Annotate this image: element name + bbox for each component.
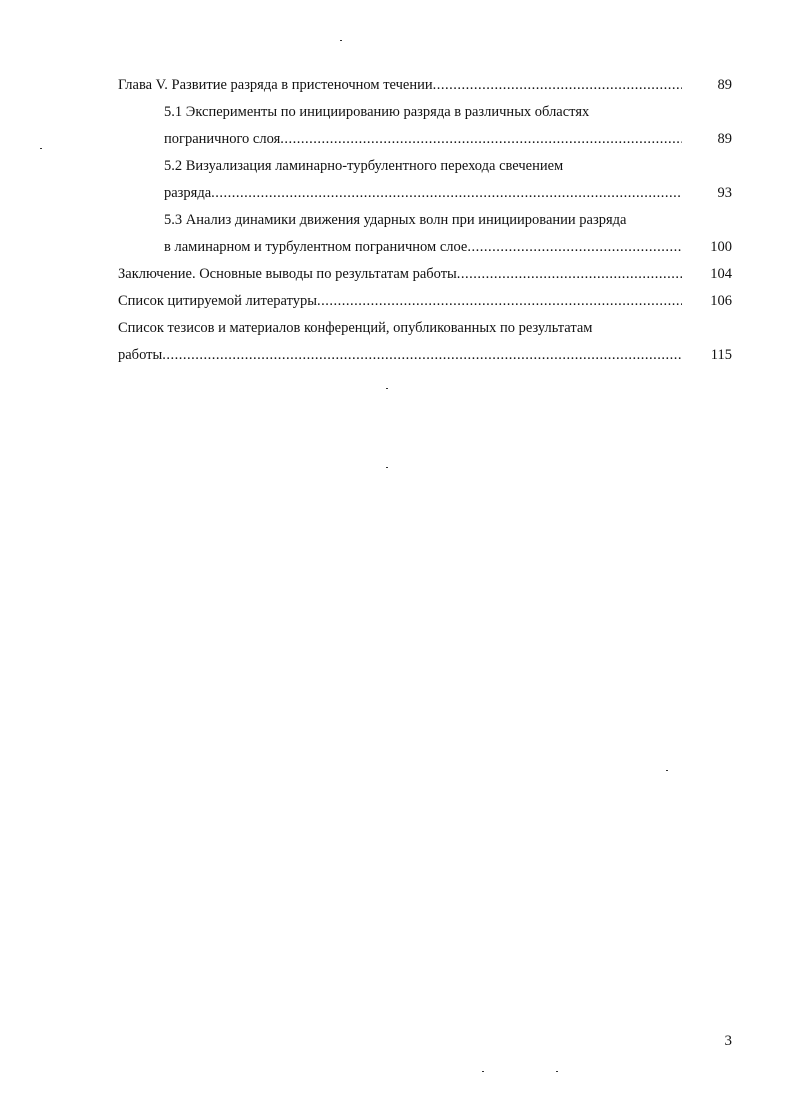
toc-entry-text: 5.1 Эксперименты по инициированию разряда в различных областях [164, 104, 590, 120]
dot-leader [280, 126, 682, 153]
toc-line [118, 315, 732, 342]
dot-leader [467, 234, 682, 261]
scan-speck [666, 770, 668, 771]
toc-entry-text: разряда [164, 185, 212, 201]
scan-speck [482, 1071, 484, 1072]
dot-leader [162, 342, 682, 369]
toc-page-number: 104 [710, 266, 732, 282]
toc-entry-text: Глава V. Развитие разряда в пристеночном течении [118, 77, 433, 93]
toc-line [118, 288, 732, 315]
toc-entry-text: Список цитируемой литературы [118, 293, 317, 309]
toc-page-number: 89 [717, 77, 732, 93]
toc-entry-conclusion [118, 261, 732, 288]
toc-line [118, 180, 732, 207]
toc-line [118, 261, 732, 288]
toc-line [118, 342, 732, 369]
toc-line [118, 99, 732, 126]
toc-entry-5-3 [118, 207, 732, 261]
toc-entry-text: 5.3 Анализ динамики движения ударных волн при инициировании разряда [164, 212, 627, 228]
page-number: 3 [724, 1033, 732, 1049]
scan-speck [340, 40, 342, 41]
toc-line [118, 72, 732, 99]
toc-page-number: 106 [710, 293, 732, 309]
toc-page-number: 115 [710, 347, 732, 363]
toc-entry-5-1 [118, 99, 732, 153]
toc-entry-text: Список тезисов и материалов конференций, опубликованных по результатам [118, 320, 593, 336]
toc-line [118, 153, 732, 180]
toc-entry-text: 5.2 Визуализация ламинарно-турбулентного перехода свечением [164, 158, 564, 174]
toc-line [118, 207, 732, 234]
toc-entry-text: Заключение. Основные выводы по результатам работы [118, 266, 457, 282]
toc-entry-5-2 [118, 153, 732, 207]
dot-leader [457, 261, 682, 288]
scan-speck [40, 148, 42, 149]
scan-speck [386, 467, 388, 468]
toc-entry-publications [118, 315, 732, 369]
toc-entry-text: в ламинарном и турбулентном пограничном слое [164, 239, 468, 255]
toc-page-number: 100 [710, 239, 732, 255]
toc-entry-text: пограничного слоя [164, 131, 281, 147]
toc-entry-chapter-5 [118, 72, 732, 99]
toc-page-number: 93 [717, 185, 732, 201]
toc-line [118, 126, 732, 153]
toc-line [118, 234, 732, 261]
dot-leader [433, 72, 682, 99]
dot-leader [211, 180, 682, 207]
table-of-contents [118, 72, 732, 369]
scan-speck [386, 388, 388, 389]
toc-entry-references [118, 288, 732, 315]
toc-page-number: 89 [717, 131, 732, 147]
toc-entry-text: работы [118, 347, 163, 363]
dot-leader [317, 288, 682, 315]
scan-speck [556, 1071, 558, 1072]
